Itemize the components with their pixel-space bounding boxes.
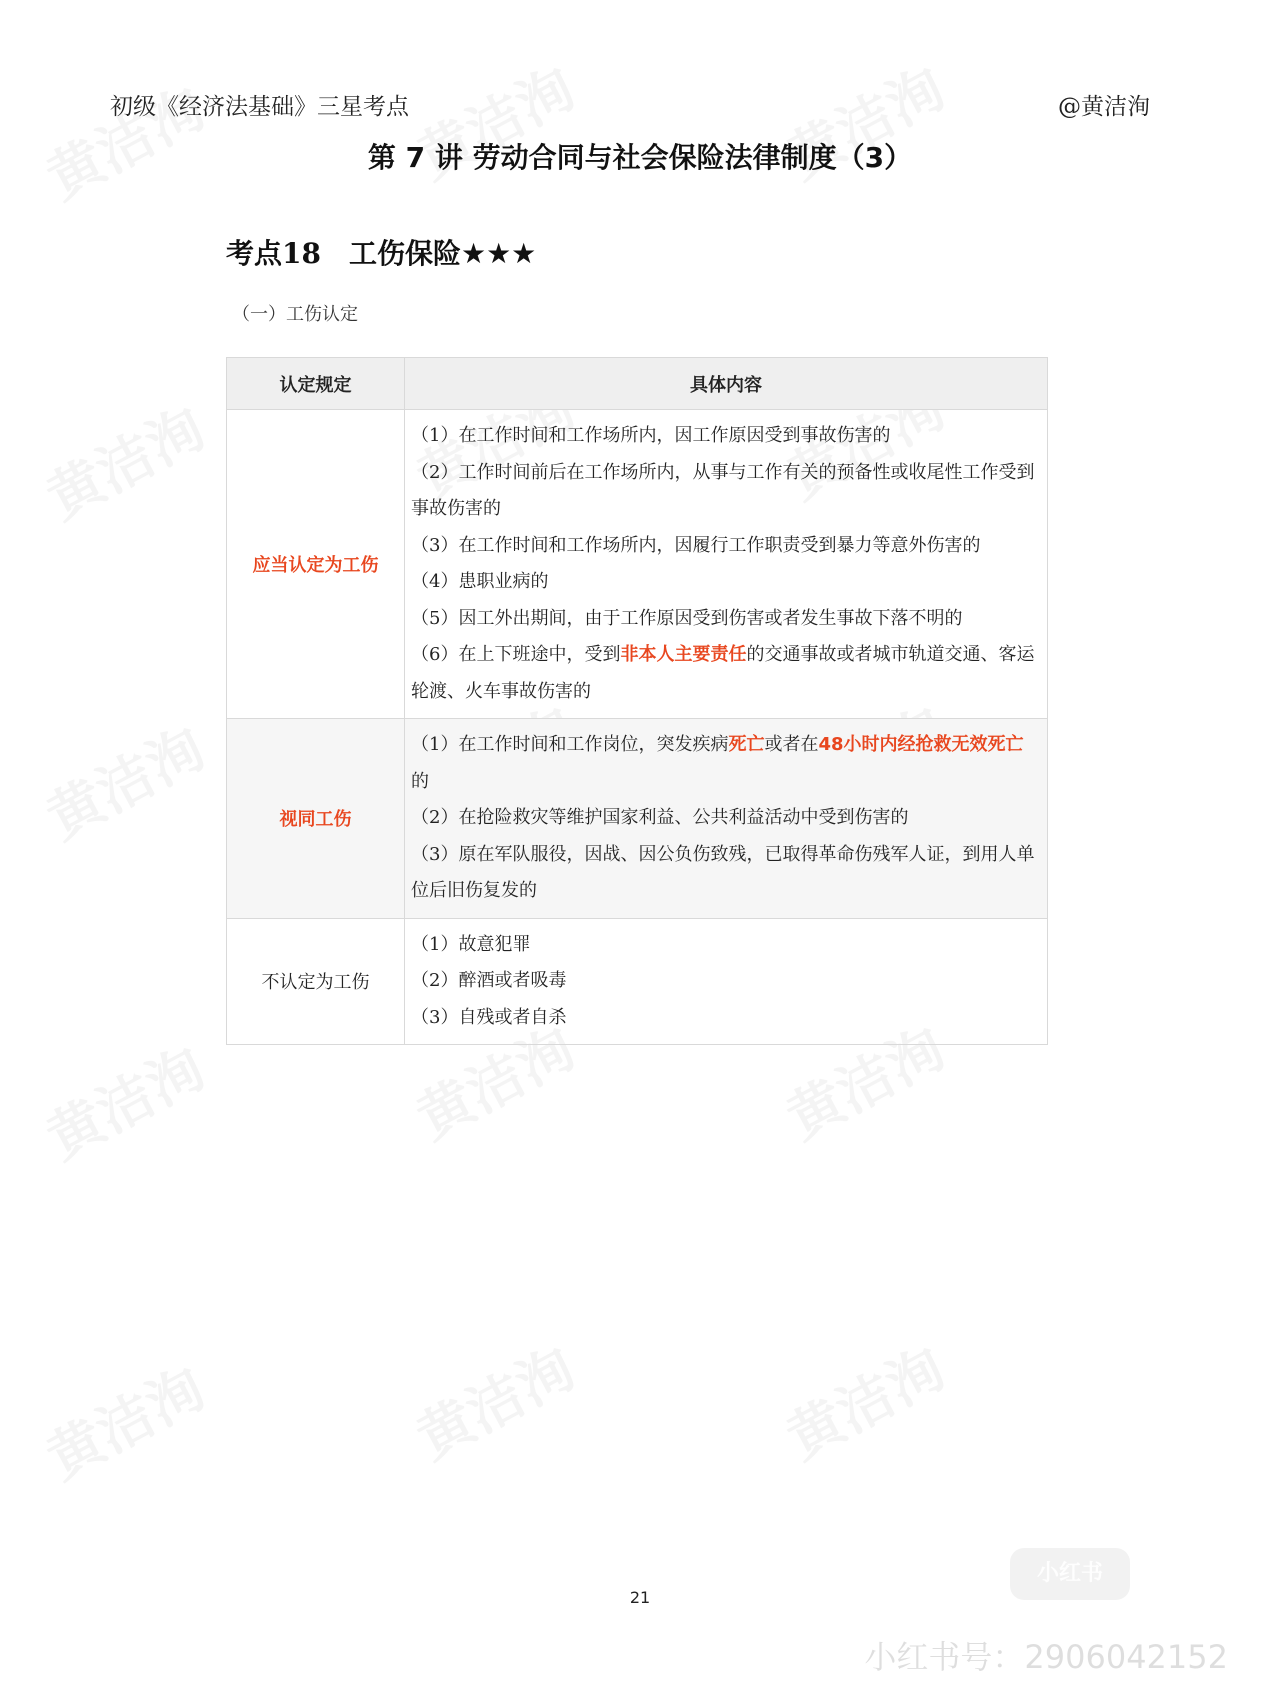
header-course-title: 初级《经济法基础》三星考点 (110, 94, 409, 120)
platform-logo-watermark: 小红书 (1010, 1548, 1130, 1600)
list-item: （4）患职业病的 (411, 571, 549, 592)
rule-cell: 不认定为工伤 (227, 918, 405, 1045)
content-cell (405, 918, 1048, 1045)
list-item: （5）因工外出期间，由于工作原因受到伤害或者发生事故下落不明的 (411, 607, 963, 629)
item-text: （1）在工作时间和工作岗位，突发疾病 (411, 734, 729, 755)
table-row (227, 918, 1048, 1045)
table-row (227, 719, 1048, 919)
watermark-text (31, 705, 217, 855)
rule-cell: 应当认定为工伤 (227, 410, 405, 719)
section-heading (226, 232, 536, 272)
list-item: （2）工作时间前后在工作场所内，从事与工作有关的预备性或收尾性工作受到事故伤害的 (411, 461, 1035, 519)
list-item: （2）在抢险救灾等维护国家利益、公共利益活动中受到伤害的 (411, 807, 909, 828)
section-heading-text: 考点18 工伤保险 (226, 237, 461, 270)
item-text: 的 (411, 770, 429, 792)
table-header-row (227, 358, 1048, 410)
table-header-cell: 认定规定 (227, 358, 405, 410)
item-text: 的交通事故或者城市轨道交通、客运轮渡、火车事故伤害的 (411, 644, 1035, 702)
list-item: （1）故意犯罪 (411, 933, 531, 955)
subheading: （一）工伤认定 (232, 304, 358, 325)
watermark-text (31, 385, 217, 535)
list-item: （3）原在军队服役，因战、因公负伤致残，已取得革命伤残军人证，到用人单位后旧伤复发的 (411, 843, 1035, 901)
highlight-text: 死亡 (728, 734, 765, 755)
header-author: @黄洁洵 (1058, 94, 1150, 120)
list-item (411, 637, 1039, 710)
watermark-text (401, 1325, 587, 1475)
content-cell (405, 410, 1048, 719)
watermark-text (771, 1325, 957, 1475)
page-title: 第 7 讲 劳动合同与社会保险法律制度（3） (367, 141, 913, 174)
item-text: 或者在 (764, 734, 819, 755)
injury-table (226, 357, 1048, 1045)
star-rating: ★★★ (460, 237, 537, 270)
highlight-text: 48小时内经抢救无效死亡 (818, 734, 1024, 755)
list-item: （3）自残或者自杀 (411, 1006, 567, 1028)
list-item: （1）在工作时间和工作场所内，因工作原因受到事故伤害的 (411, 425, 891, 446)
item-text: （6）在上下班途中，受到 (411, 644, 621, 665)
page-number: 21 (629, 1588, 651, 1607)
highlight-text: 非本人主要责任 (620, 644, 747, 665)
content-cell (405, 719, 1048, 919)
list-item (411, 727, 1039, 800)
table-header-cell: 具体内容 (405, 358, 1048, 410)
watermark-text (31, 1025, 217, 1175)
list-item: （3）在工作时间和工作场所内，因履行工作职责受到暴力等意外伤害的 (411, 534, 981, 556)
rule-cell: 视同工伤 (227, 719, 405, 919)
table-row (227, 410, 1048, 719)
list-item: （2）醉酒或者吸毒 (411, 970, 567, 991)
watermark-text (31, 1345, 217, 1495)
account-id-watermark: 小红书号：2906042152 (864, 1638, 1228, 1676)
